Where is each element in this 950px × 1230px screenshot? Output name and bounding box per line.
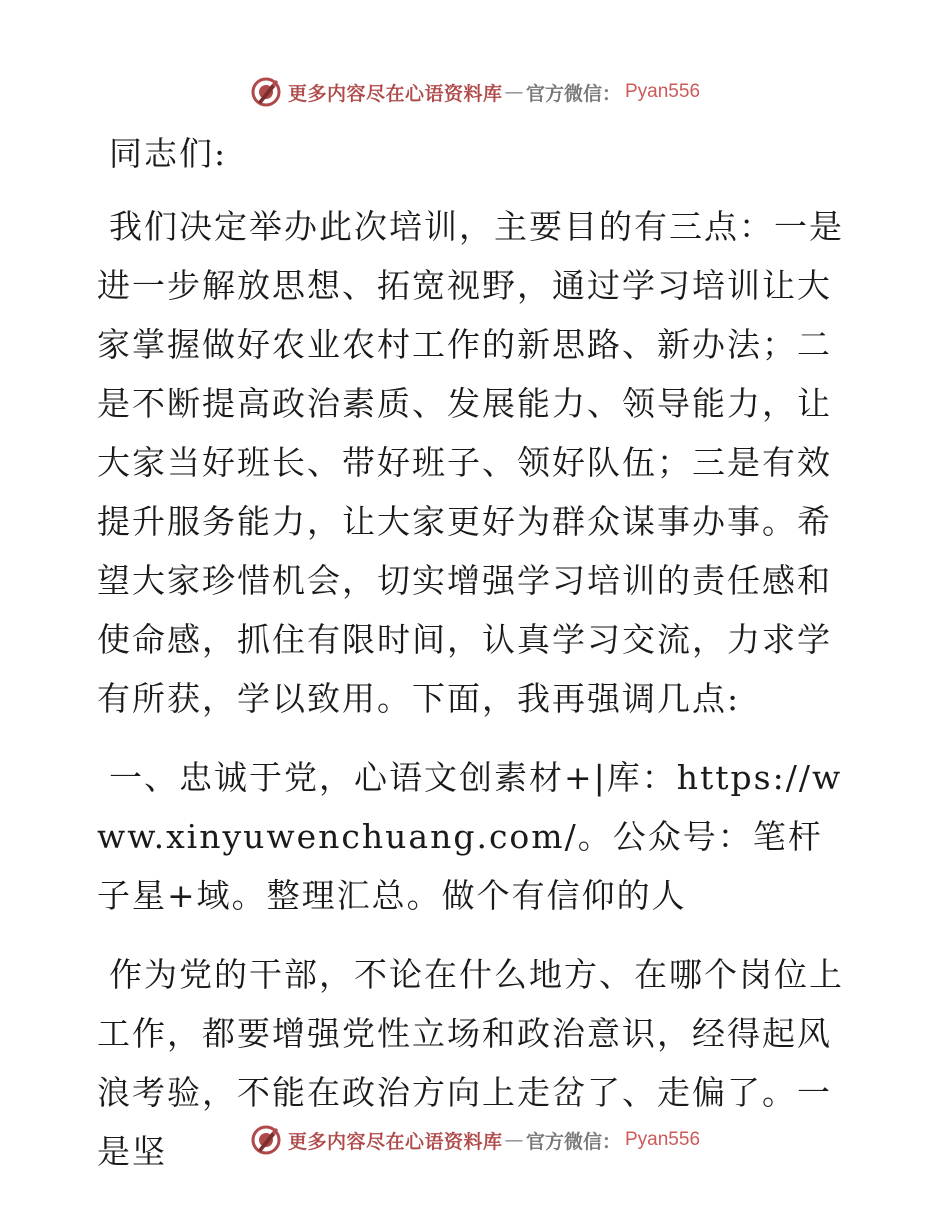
watermark-separator: — — [504, 81, 524, 103]
paragraph-section-heading: 一、忠诚于党，心语文创素材+|库：https://www.xinyuwenchuang.com/。公众号：笔杆子星+域。整理汇总。做个有信仰的人 — [97, 758, 843, 915]
pen-seal-icon — [250, 76, 282, 108]
watermark-wechat-label: 官方微信： — [525, 82, 621, 105]
pen-seal-icon — [250, 1124, 282, 1156]
footer-watermark — [0, 1120, 950, 1160]
watermark-wechat-id: Pyan556 — [625, 1129, 701, 1150]
paragraph-intro: 我们决定举办此次培训，主要目的有三点：一是进一步解放思想、拓宽视野，通过学习培训让大家掌握做好农业农村工作的新思路、新办法；二是不断提高政治素质、发展能力、领导能力，让大家当好班长、带好班子、领好队伍；三是有效提升服务能力，让大家更好为群众谋事办事。希望大家珍惜机会，切实增强学习培训的责任感和使命感，抓住有限时间，认真学习交流，力求学有所获，学以致用。下面，我再强调几点: — [97, 207, 844, 718]
header-watermark — [0, 72, 950, 112]
watermark-wechat-id: Pyan556 — [625, 81, 701, 102]
paragraph-section-body: 作为党的干部，不论在什么地方、在哪个岗位上工作，都要增强党性立场和政治意识，经得起风浪考验，不能在政治方向上走岔了、走偏了。一是坚 — [97, 955, 844, 1171]
watermark-separator: — — [504, 1129, 524, 1151]
watermark-wechat-label: 官方微信： — [525, 1130, 621, 1153]
watermark-main-text: 更多内容尽在心语资料库 — [287, 82, 503, 105]
watermark-main-text: 更多内容尽在心语资料库 — [287, 1130, 503, 1153]
greeting-line: 同志们: — [109, 134, 228, 173]
document-body — [97, 124, 857, 1201]
